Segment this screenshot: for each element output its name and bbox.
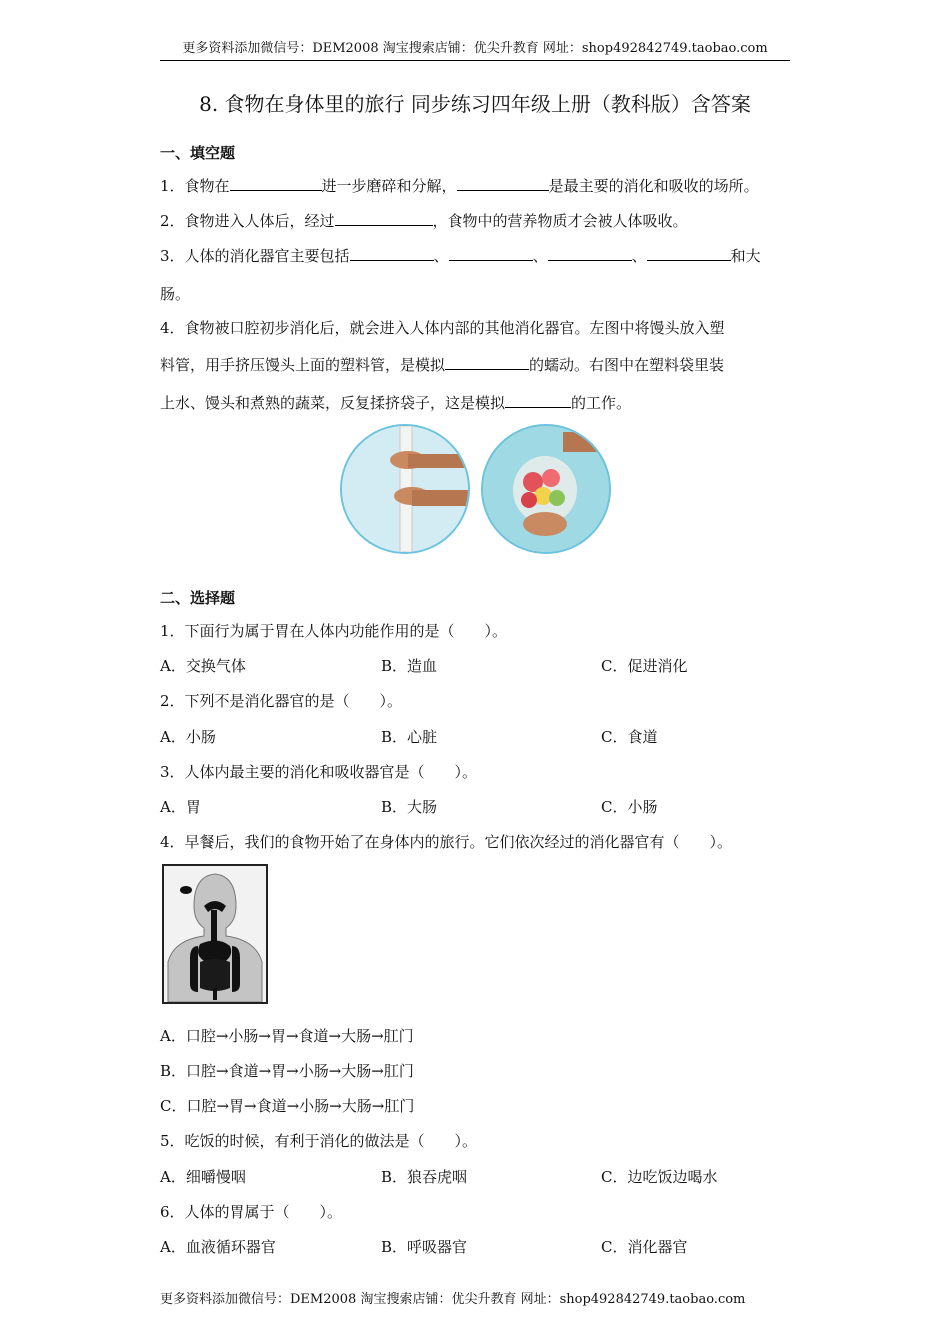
choice-6-option-c: C．消化器官	[601, 1238, 688, 1256]
choice-2-option-a: A．小肠	[160, 728, 216, 746]
choice-1-option-b: B．造血	[381, 657, 438, 675]
choice-3-option-a: A．胃	[160, 798, 201, 816]
digestive-system-diagram	[162, 864, 268, 1004]
section-fill-in-heading: 一、填空题	[160, 144, 236, 162]
tube-squeeze-illustration	[342, 426, 468, 552]
answer-blank	[350, 246, 434, 261]
choice-1-option-a: A．交换气体	[160, 657, 246, 675]
choice-question-3: 3．人体内最主要的消化和吸收器官是（ ）。	[160, 763, 478, 781]
answer-blank	[449, 246, 533, 261]
fill-question-4-line-1: 4．食物被口腔初步消化后，就会进入人体内部的其他消化器官。左图中将馒头放入塑	[160, 319, 725, 337]
choice-question-5: 5．吃饭的时候，有利于消化的做法是（ ）。	[160, 1132, 478, 1150]
answer-blank	[647, 246, 731, 261]
tube-squeeze-photo	[340, 424, 470, 554]
fill-question-1: 1．食物在 进一步磨碎和分解， 是最主要的消化和吸收的场所。	[160, 177, 759, 195]
choice-5-option-b: B．狼吞虎咽	[381, 1168, 468, 1186]
page-header: 更多资料添加微信号：DEM2008 淘宝搜索店铺：优尖升教育 网址：shop492842749.taobao.com	[160, 40, 790, 61]
fill-question-4-line-2: 料管，用手挤压馒头上面的塑料管，是模拟 的蠕动。右图中在塑料袋里装	[160, 356, 725, 374]
answer-blank	[505, 393, 571, 408]
section-choice-heading: 二、选择题	[160, 589, 236, 607]
choice-2-option-c: C．食道	[601, 728, 658, 746]
bag-knead-illustration	[483, 426, 609, 552]
answer-blank	[548, 246, 632, 261]
choice-3-option-c: C．小肠	[601, 798, 658, 816]
choice-5-option-c: C．边吃饭边喝水	[601, 1168, 718, 1186]
choice-question-6: 6．人体的胃属于（ ）。	[160, 1203, 343, 1221]
fill-question-3: 3．人体的消化器官主要包括 、 、 、 和大	[160, 247, 761, 265]
choice-4-option-b: B．口腔→食道→胃→小肠→大肠→肛门	[160, 1062, 414, 1080]
choice-6-option-b: B．呼吸器官	[381, 1238, 468, 1256]
choice-1-option-c: C．促进消化	[601, 657, 688, 675]
answer-blank	[445, 355, 529, 370]
answer-blank	[457, 176, 549, 191]
answer-blank	[230, 176, 322, 191]
page-footer: 更多资料添加微信号：DEM2008 淘宝搜索店铺：优尖升教育 网址：shop492842749.taobao.com	[160, 1292, 746, 1307]
bag-knead-photo	[481, 424, 611, 554]
digestive-system-icon	[164, 866, 266, 1002]
answer-blank	[335, 211, 433, 226]
fill-question-2: 2．食物进入人体后，经过 ，食物中的营养物质才会被人体吸收。	[160, 212, 688, 230]
choice-question-4: 4．早餐后，我们的食物开始了在身体内的旅行。它们依次经过的消化器官有（ ）。	[160, 833, 733, 851]
choice-5-option-a: A．细嚼慢咽	[160, 1168, 246, 1186]
choice-4-option-a: A．口腔→小肠→胃→食道→大肠→肛门	[160, 1027, 414, 1045]
choice-6-option-a: A．血液循环器官	[160, 1238, 276, 1256]
fill-question-4-line-3: 上水、馒头和煮熟的蔬菜，反复揉挤袋子，这是模拟 的工作。	[160, 394, 632, 412]
choice-3-option-b: B．大肠	[381, 798, 438, 816]
page-title: 8. 食物在身体里的旅行 同步练习四年级上册（教科版）含答案	[199, 92, 751, 116]
choice-question-2: 2．下列不是消化器官的是（ ）。	[160, 692, 403, 710]
choice-question-1: 1．下面行为属于胃在人体内功能作用的是（ ）。	[160, 622, 508, 640]
fill-question-3-continued: 肠。	[160, 285, 191, 303]
choice-4-option-c: C．口腔→胃→食道→小肠→大肠→肛门	[160, 1097, 415, 1115]
choice-2-option-b: B．心脏	[381, 728, 438, 746]
